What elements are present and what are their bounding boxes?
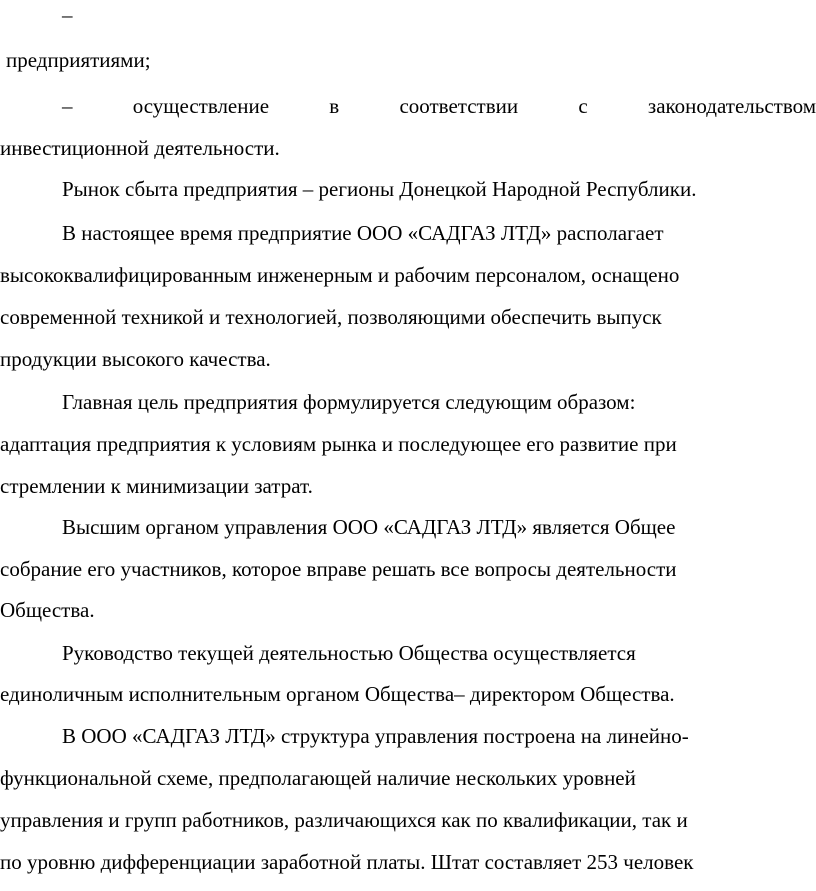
paragraph-structure-line: В ООО «САДГАЗ ЛТД» структура управления построена на линейно- bbox=[62, 724, 689, 748]
bullet-dash: – bbox=[62, 94, 73, 118]
bullet-word: осуществление bbox=[132, 94, 270, 118]
bullet-word: соответствии bbox=[399, 94, 519, 118]
paragraph-director-line: единоличным исполнительным органом Общества– директором Общества. bbox=[0, 682, 675, 706]
bullet-word: законодательством bbox=[647, 94, 816, 118]
paragraph-staff-line: современной техникой и технологией, позволяющими обеспечить выпуск bbox=[0, 305, 662, 329]
paragraph-body-line: собрание его участников, которое вправе решать все вопросы деятельности bbox=[0, 557, 677, 581]
bullet-tail: предприятиями; bbox=[6, 48, 151, 72]
paragraph-goal-line: стремлении к минимизации затрат. bbox=[0, 474, 313, 498]
paragraph-staff-line: продукции высокого качества. bbox=[0, 347, 271, 371]
bullet-word: с bbox=[578, 94, 588, 118]
bullet-line bbox=[62, 93, 816, 119]
paragraph-staff-line: В настоящее время предприятие ООО «САДГАЗ ЛТД» располагает bbox=[62, 221, 664, 245]
bullet-continuation: инвестиционной деятельности. bbox=[0, 136, 280, 160]
paragraph-body-line: Общества. bbox=[0, 598, 95, 622]
bullet-word: в bbox=[329, 94, 340, 118]
dash-line: – bbox=[62, 3, 73, 27]
paragraph-structure-line: функциональной схеме, предполагающей наличие нескольких уровней bbox=[0, 766, 636, 790]
paragraph-goal-line: адаптация предприятия к условиям рынка и последующее его развитие при bbox=[0, 432, 677, 456]
paragraph-body-line: Высшим органом управления ООО «САДГАЗ ЛТД» является Общее bbox=[62, 515, 676, 539]
paragraph-structure-line: по уровню дифференциации заработной платы. Штат составляет 253 человек bbox=[0, 850, 694, 874]
paragraph-director-line: Руководство текущей деятельностью Общества осуществляется bbox=[62, 641, 636, 665]
paragraph-market: Рынок сбыта предприятия – регионы Донецкой Народной Республики. bbox=[62, 177, 697, 201]
paragraph-staff-line: высококвалифицированным инженерным и рабочим персоналом, оснащено bbox=[0, 263, 680, 287]
paragraph-structure-line: управления и групп работников, различающихся как по квалификации, так и bbox=[0, 808, 688, 832]
paragraph-goal-line: Главная цель предприятия формулируется следующим образом: bbox=[62, 390, 636, 414]
